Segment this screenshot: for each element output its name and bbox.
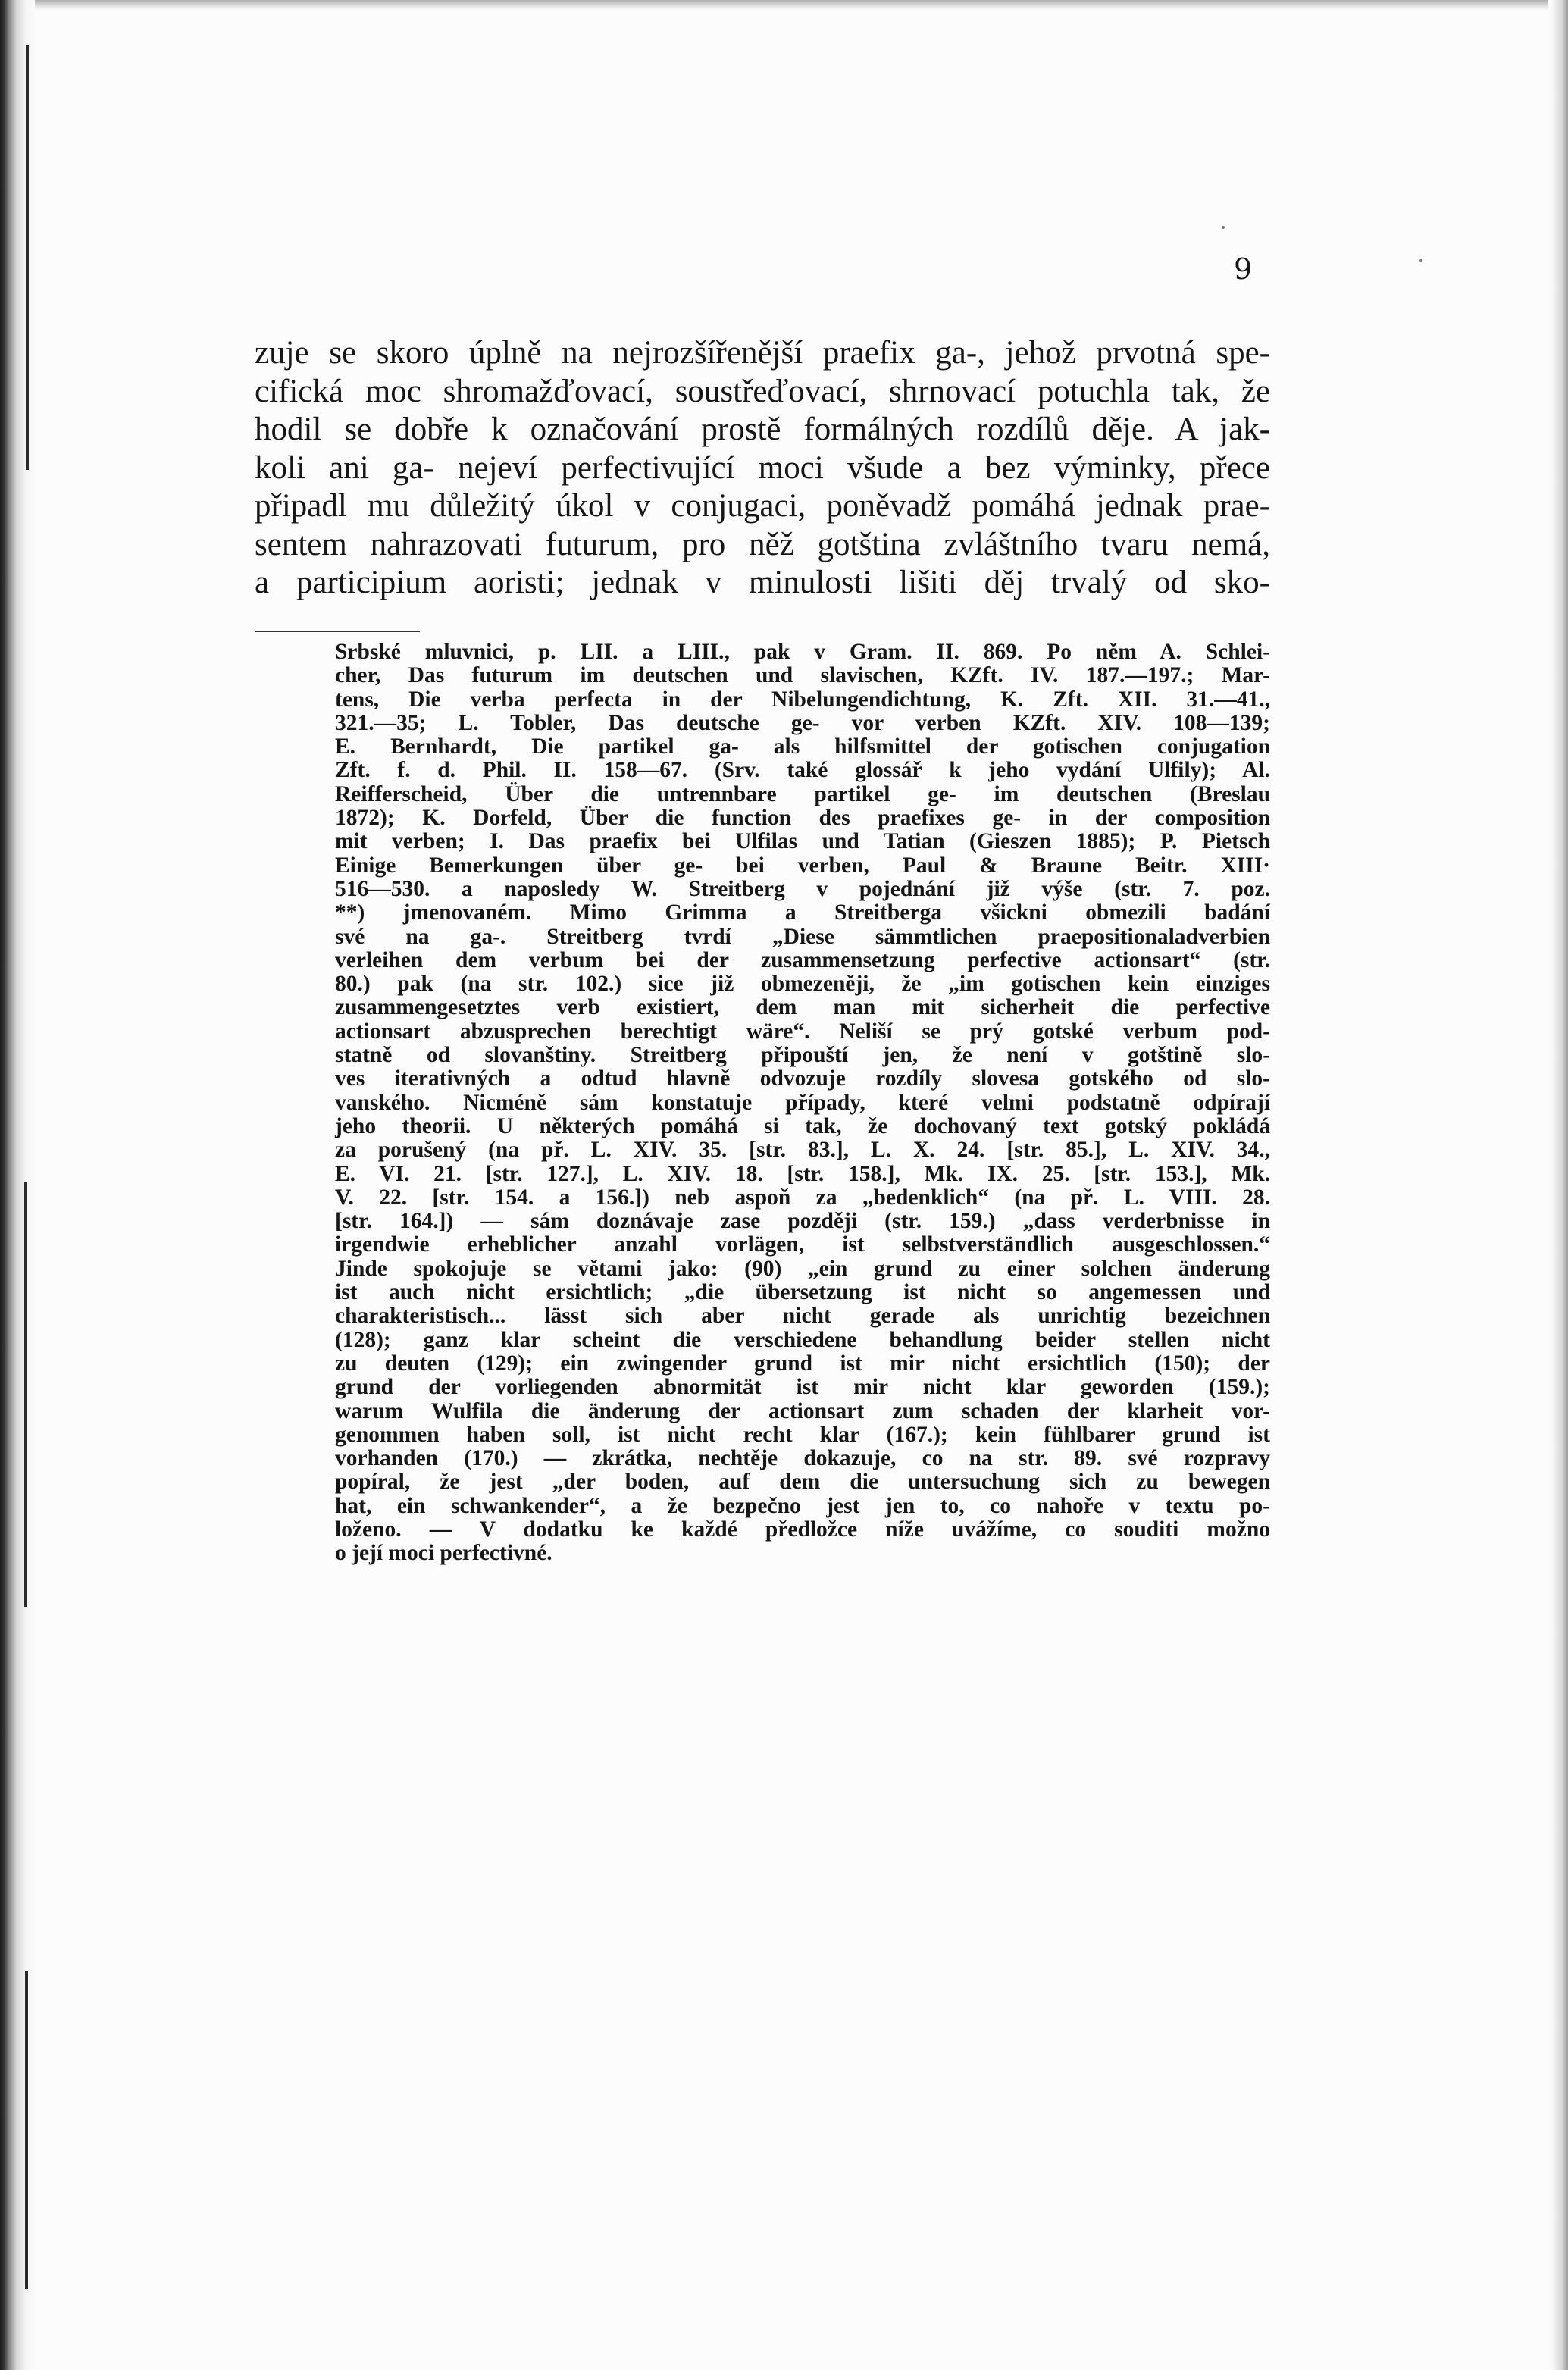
footnote-line: zusammengesetztes verb existiert, dem man mit sicherheit die perfective (335, 995, 1270, 1020)
page-number: 9 (1234, 252, 1253, 286)
text-line: cifická moc shromažďovací, soustřeďovací, shrnovací potuchla tak, že (255, 373, 1270, 409)
footnote-separator (255, 631, 420, 632)
footnote (335, 640, 1270, 1566)
footnote-line: **) jmenovaném. Mimo Grimma a Streitberga všickni obmezili badání (335, 900, 1270, 925)
footnote-line: charakteristisch... lässt sich aber nicht gerade als unrichtig bezeichnen (335, 1304, 1270, 1329)
footnote-line: irgendwie erheblicher anzahl vorlägen, ist selbstverständlich ausgeschlossen.“ (335, 1232, 1270, 1257)
binding-shadow-line (25, 1971, 28, 2289)
binding-shadow-line (24, 1182, 27, 1607)
footnote-line: actionsart abzusprechen berechtigt wäre“. Neliší se prý gotské verbum pod- (335, 1019, 1270, 1044)
footnote-line: ist auch nicht ersichtlich; „die übersetzung ist nicht so angemessen und (335, 1280, 1270, 1305)
footnote-line: 1872); K. Dorfeld, Über die function des praefixes ge- in der composition (335, 806, 1270, 831)
footnote-line: warum Wulfila die änderung der actionsart zum schaden der klarheit vor- (335, 1398, 1270, 1423)
text-line: a participium aoristi; jednak v minulosti lišiti děj trvalý od sko- (255, 565, 1270, 600)
footnote-line: loženo. — V dodatku ke každé předložce níže uvážíme, co souditi možno (335, 1517, 1270, 1542)
footnote-line: E. VI. 21. [str. 127.], L. XIV. 18. [str. 158.], Mk. IX. 25. [str. 153.], Mk. (335, 1161, 1270, 1186)
text-line: hodil se dobře k označování prostě formálných rozdílů děje. A jak- (255, 412, 1270, 447)
footnote-line: popíral, že jest „der boden, auf dem die untersuchung sich zu bewegen (335, 1470, 1270, 1495)
text-line: koli ani ga- nejeví perfectivující moci všude a bez výminky, přece (255, 449, 1270, 486)
scan-speck (1419, 259, 1422, 262)
footnote-line: zu deuten (129); ein zwingender grund ist mir nicht ersichtlich (150); der (335, 1351, 1270, 1376)
footnote-line: Srbské mluvnici, p. LII. a LIII., pak v Gram. II. 869. Po něm A. Schlei- (335, 640, 1270, 664)
footnote-line: o její moci perfectivné. (335, 1541, 552, 1566)
footnote-line: E. Bernhardt, Die partikel ga- als hilfsmittel der gotischen conjugation (335, 734, 1270, 759)
footnote-line: grund der vorliegenden abnormität ist mir nicht klar geworden (159.); (335, 1375, 1270, 1400)
text-line: sentem nahrazovati futurum, pro něž gotština zvláštního tvaru nemá, (255, 526, 1270, 562)
binding-shadow-line (26, 45, 29, 470)
main-text (255, 334, 1270, 603)
footnote-line: Jinde spokojuje se větami jako: (90) „ein grund zu einer solchen änderung (335, 1256, 1270, 1281)
footnote-line: jeho theorii. U některých pomáhá si tak, že dochovaný text gotský pokládá (335, 1113, 1270, 1138)
footnote-line: verleihen dem verbum bei der zusammensetzung perfective actionsart“ (str. (335, 947, 1270, 972)
binding-edge (0, 0, 35, 2370)
text-line: připadl mu důležitý úkol v conjugaci, poněvadž pomáhá jednak prae- (255, 488, 1270, 524)
footnote-line: cher, Das futurum im deutschen und slavischen, KZft. IV. 187.—197.; Mar- (335, 663, 1270, 688)
footnote-line: vorhanden (170.) — zkrátka, nechtěje dokazuje, co na str. 89. své rozpravy (335, 1446, 1270, 1471)
footnote-line: Einige Bemerkungen über ge- bei verben, Paul & Braune Beitr. XIII· (335, 853, 1270, 878)
footnote-line: vanského. Nicméně sám konstatuje případy, které velmi podstatně odpírají (335, 1090, 1270, 1115)
footnote-line: (128); ganz klar scheint die verschiedene behandlung beider stellen nicht (335, 1327, 1270, 1352)
footnote-line: statně od slovanštiny. Streitberg připouští jen, že není v gotštině slo- (335, 1043, 1270, 1068)
footnote-line: tens, Die verba perfecta in der Nibelungendichtung, K. Zft. XII. 31.—41., (335, 687, 1270, 712)
footnote-line: za porušený (na př. L. XIV. 35. [str. 83.], L. X. 24. [str. 85.], L. XIV. 34., (335, 1138, 1270, 1163)
text-line: zuje se skoro úplně na nejrozšířenější praefix ga-, jehož prvotná spe- (255, 335, 1270, 371)
footnote-line: hat, ein schwankender“, a že bezpečno jest jen to, co nahoře v textu po- (335, 1493, 1270, 1518)
footnote-line: ves iterativných a odtud hlavně odvozuje rozdíly slovesa gotského od slo- (335, 1066, 1270, 1091)
footnote-line: [str. 164.]) — sám doznávaje zase později (str. 159.) „dass verderbnisse in (335, 1209, 1270, 1234)
footnote-line: 80.) pak (na str. 102.) sice již obmezeněji, že „im gotischen kein einziges (335, 972, 1270, 997)
footnote-line: mit verben; I. Das praefix bei Ulfilas und Tatian (Gieszen 1885); P. Pietsch (335, 829, 1270, 854)
footnote-line: genommen haben soll, ist nicht recht klar (167.); kein fühlbarer grund ist (335, 1422, 1270, 1447)
footnote-line: své na ga-. Streitberg tvrdí „Diese sämmtlichen praepositionaladverbien (335, 924, 1270, 949)
footnote-line: Reifferscheid, Über die untrennbare partikel ge- im deutschen (Breslau (335, 781, 1270, 806)
footnote-line: Zft. f. d. Phil. II. 158—67. (Srv. také glossář k jeho vydání Ulfily); Al. (335, 758, 1270, 783)
scan-speck (1222, 226, 1225, 229)
footnote-line: 321.—35; L. Tobler, Das deutsche ge- vor verben KZft. XIV. 108—139; (335, 710, 1270, 735)
footnote-line: V. 22. [str. 154. a 156.]) neb aspoň za „bedenklich“ (na př. L. VIII. 28. (335, 1185, 1270, 1210)
footnote-line: 516—530. a naposledy W. Streitberg v pojednání již výše (str. 7. poz. (335, 876, 1270, 901)
top-page-edge (0, 0, 1568, 11)
right-page-edge (1548, 0, 1568, 2370)
